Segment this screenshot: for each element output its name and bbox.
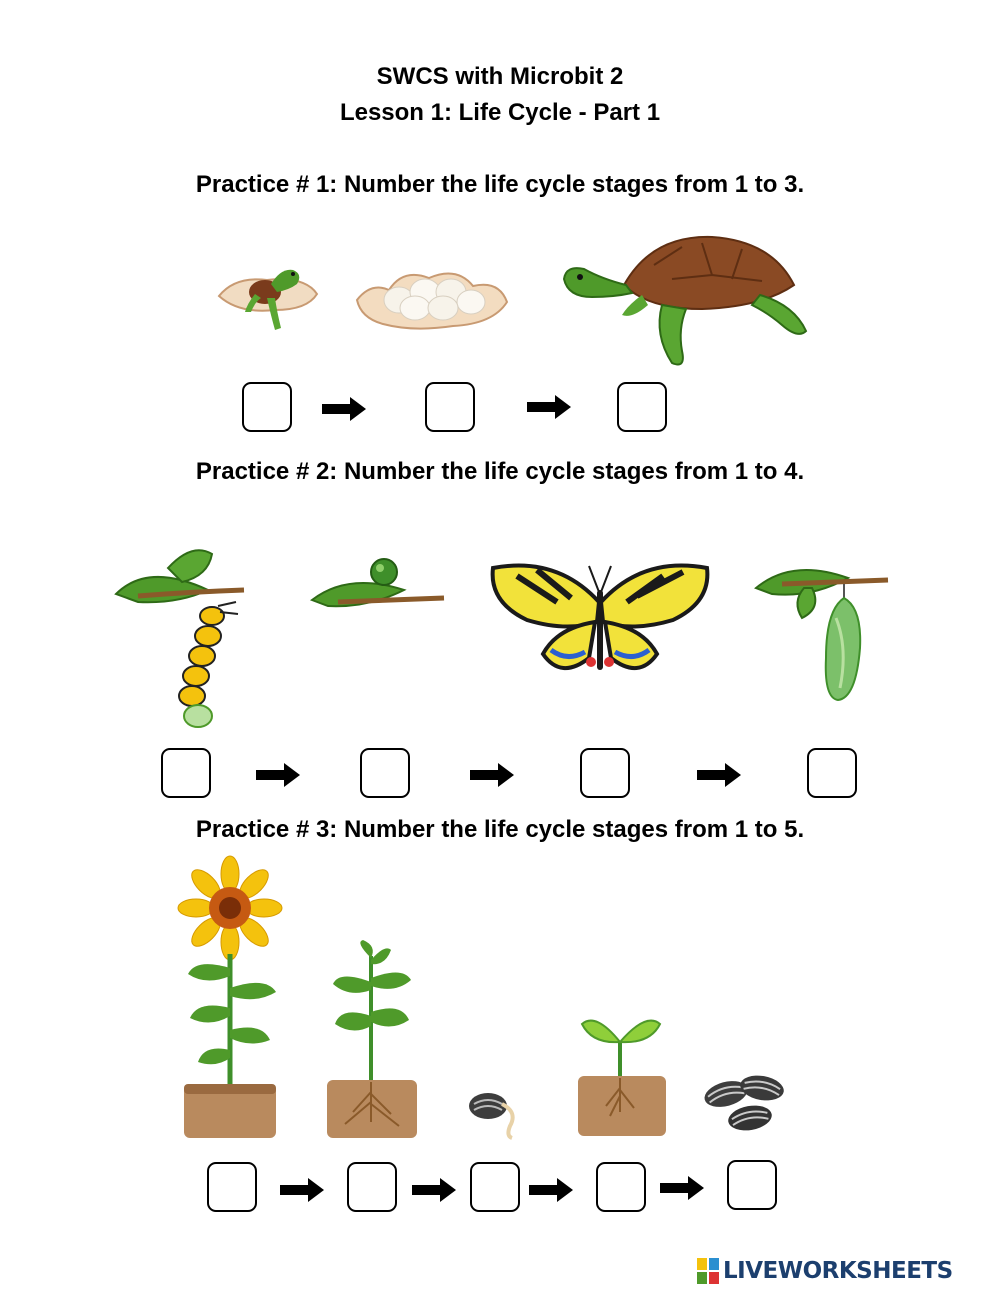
practice-3-answer-box-3[interactable] bbox=[470, 1162, 520, 1212]
liveworksheets-logo bbox=[697, 1256, 953, 1286]
arrow-right-icon bbox=[256, 763, 300, 787]
arrow-right-icon bbox=[527, 395, 571, 419]
practice-3-answer-box-5[interactable] bbox=[727, 1160, 777, 1210]
caterpillar-image bbox=[108, 542, 248, 732]
practice-3-heading: Practice # 3: Number the life cycle stages from 1 to 5. bbox=[195, 816, 805, 843]
practice-3-answer-box-4[interactable] bbox=[596, 1162, 646, 1212]
arrow-right-icon bbox=[529, 1178, 573, 1202]
practice-3-answer-box-1[interactable] bbox=[207, 1162, 257, 1212]
arrow-right-icon bbox=[660, 1176, 704, 1200]
worksheet-title: SWCS with Microbit 2 bbox=[376, 63, 624, 90]
seeds-image bbox=[700, 1064, 790, 1136]
practice-1-answer-box-1[interactable] bbox=[242, 382, 292, 432]
young-plant-image bbox=[325, 942, 419, 1140]
arrow-right-icon bbox=[412, 1178, 456, 1202]
lesson-subtitle: Lesson 1: Life Cycle - Part 1 bbox=[339, 99, 661, 126]
seedling-image bbox=[576, 1012, 668, 1138]
practice-3-answer-box-2[interactable] bbox=[347, 1162, 397, 1212]
chrysalis-image bbox=[752, 548, 892, 704]
practice-1-heading: Practice # 1: Number the life cycle stages from 1 to 3. bbox=[195, 171, 805, 198]
sunflower-image bbox=[176, 858, 282, 1140]
liveworksheets-icon bbox=[697, 1258, 719, 1284]
adult-turtle-image bbox=[562, 235, 810, 370]
practice-2-answer-box-2[interactable] bbox=[360, 748, 410, 798]
practice-1-answer-box-2[interactable] bbox=[425, 382, 475, 432]
butterfly-egg-image bbox=[308, 550, 446, 610]
practice-1-answer-box-3[interactable] bbox=[617, 382, 667, 432]
practice-2-answer-box-3[interactable] bbox=[580, 748, 630, 798]
practice-2-answer-box-1[interactable] bbox=[161, 748, 211, 798]
hatchling-turtle-image bbox=[215, 258, 320, 333]
brand-name: LIVEWORKSHEETS bbox=[723, 1258, 953, 1284]
germinating-seed-image bbox=[466, 1086, 524, 1140]
arrow-right-icon bbox=[322, 397, 366, 421]
practice-2-answer-box-4[interactable] bbox=[807, 748, 857, 798]
arrow-right-icon bbox=[280, 1178, 324, 1202]
arrow-right-icon bbox=[697, 763, 741, 787]
arrow-right-icon bbox=[470, 763, 514, 787]
practice-2-heading: Practice # 2: Number the life cycle stages from 1 to 4. bbox=[195, 458, 805, 485]
turtle-eggs-image bbox=[353, 262, 511, 334]
butterfly-image bbox=[487, 562, 713, 684]
